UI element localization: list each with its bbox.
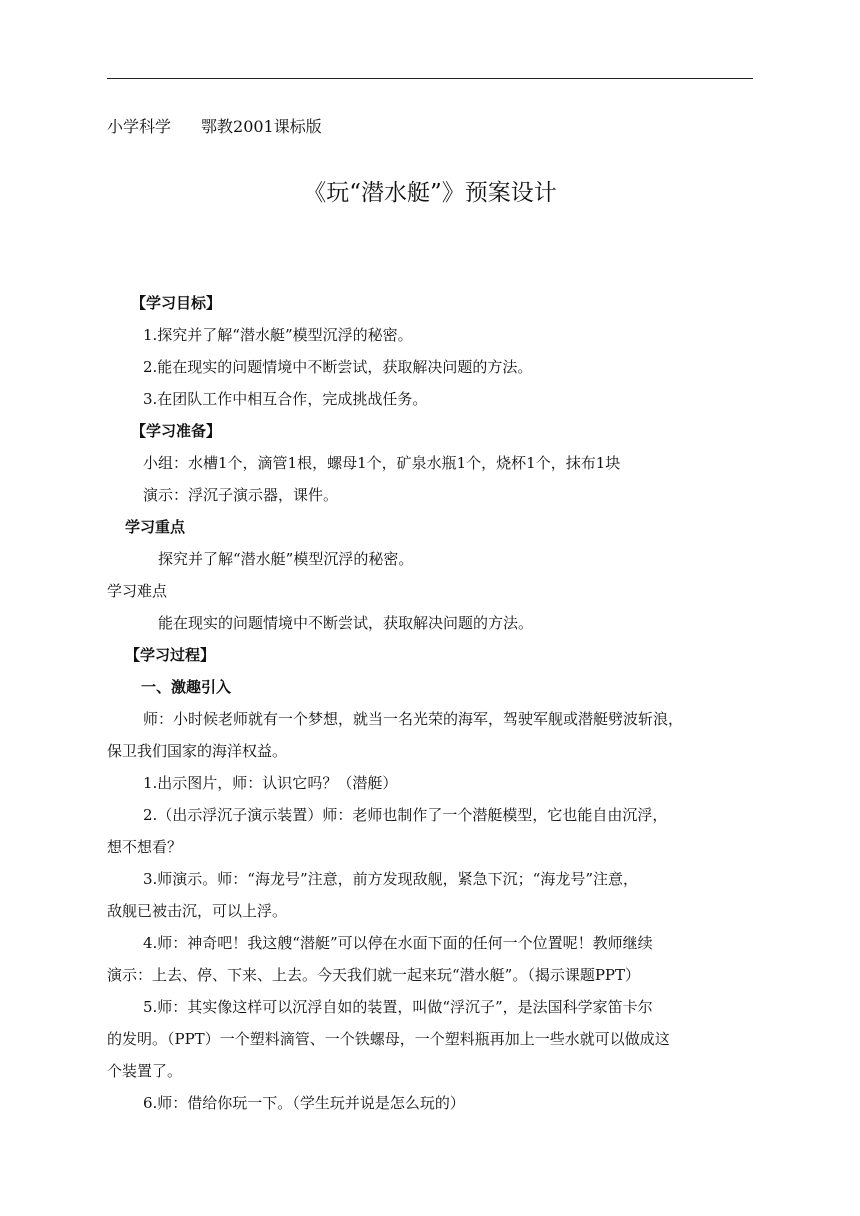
- process-line: 敌舰已被击沉，可以上浮。: [107, 902, 288, 920]
- goal-item: 1.探究并了解“潜水艇”模型沉浮的秘密。: [143, 326, 413, 344]
- goal-item: 3.在团队工作中相互合作，完成挑战任务。: [143, 390, 428, 408]
- prep-item: 演示：浮沉子演示器，课件。: [143, 486, 339, 504]
- process-line: 4.师：神奇吧！我这艘“潜艇”可以停在水面下面的任何一个位置呢！教师继续: [143, 934, 653, 952]
- process-line: 1.出示图片，师：认识它吗？（潜艇）: [143, 774, 398, 792]
- process-line: 保卫我们国家的海洋权益。: [107, 742, 288, 760]
- focus-text: 探究并了解“潜水艇”模型沉浮的秘密。: [158, 550, 414, 568]
- prep-item: 小组：水槽1个，滴管1根，螺母1个，矿泉水瓶1个，烧杯1个，抹布1块: [143, 454, 621, 472]
- process-line: 想不想看？: [107, 838, 183, 856]
- process-line: 3.师演示。师：“海龙号”注意，前方发现敌舰，紧急下沉；“海龙号”注意，: [143, 870, 638, 888]
- document-header: [107, 117, 322, 137]
- process-line: 6.师：借给你玩一下。（学生玩并说是怎么玩的）: [143, 1094, 465, 1112]
- document-title: 《玩“潜水艇”》预案设计: [303, 180, 557, 206]
- goals-heading: 【学习目标】: [131, 294, 222, 312]
- process-heading: 【学习过程】: [125, 646, 216, 664]
- process-subheading: 一、激趣引入: [141, 678, 232, 696]
- process-line: 个装置了。: [107, 1062, 183, 1080]
- process-line: 的发明。（PPT）一个塑料滴管、一个铁螺母，一个塑料瓶再加上一些水就可以做成这: [107, 1030, 670, 1048]
- edition-label: 鄂教2001课标版: [201, 117, 322, 136]
- process-line: 5.师：其实像这样可以沉浮自如的装置，叫做“浮沉子”，是法国科学家笛卡尔: [143, 998, 653, 1016]
- focus-heading: 学习重点: [125, 518, 186, 536]
- difficulty-heading: 学习难点: [107, 582, 168, 600]
- subject-label: 小学科学: [107, 117, 172, 136]
- prep-heading: 【学习准备】: [131, 422, 222, 440]
- process-line: 2.（出示浮沉子演示装置）师：老师也制作了一个潜艇模型，它也能自由沉浮，: [143, 806, 668, 824]
- process-line: 演示：上去、停、下来、上去。今天我们就一起来玩“潜水艇”。（揭示课题PPT）: [107, 966, 641, 984]
- difficulty-text: 能在现实的问题情境中不断尝试，获取解决问题的方法。: [158, 614, 534, 632]
- goal-item: 2.能在现实的问题情境中不断尝试，获取解决问题的方法。: [143, 358, 533, 376]
- process-line: 师：小时候老师就有一个梦想，就当一名光荣的海军，驾驶军舰或潜艇劈波斩浪，: [143, 710, 684, 728]
- header-rule: [107, 78, 753, 79]
